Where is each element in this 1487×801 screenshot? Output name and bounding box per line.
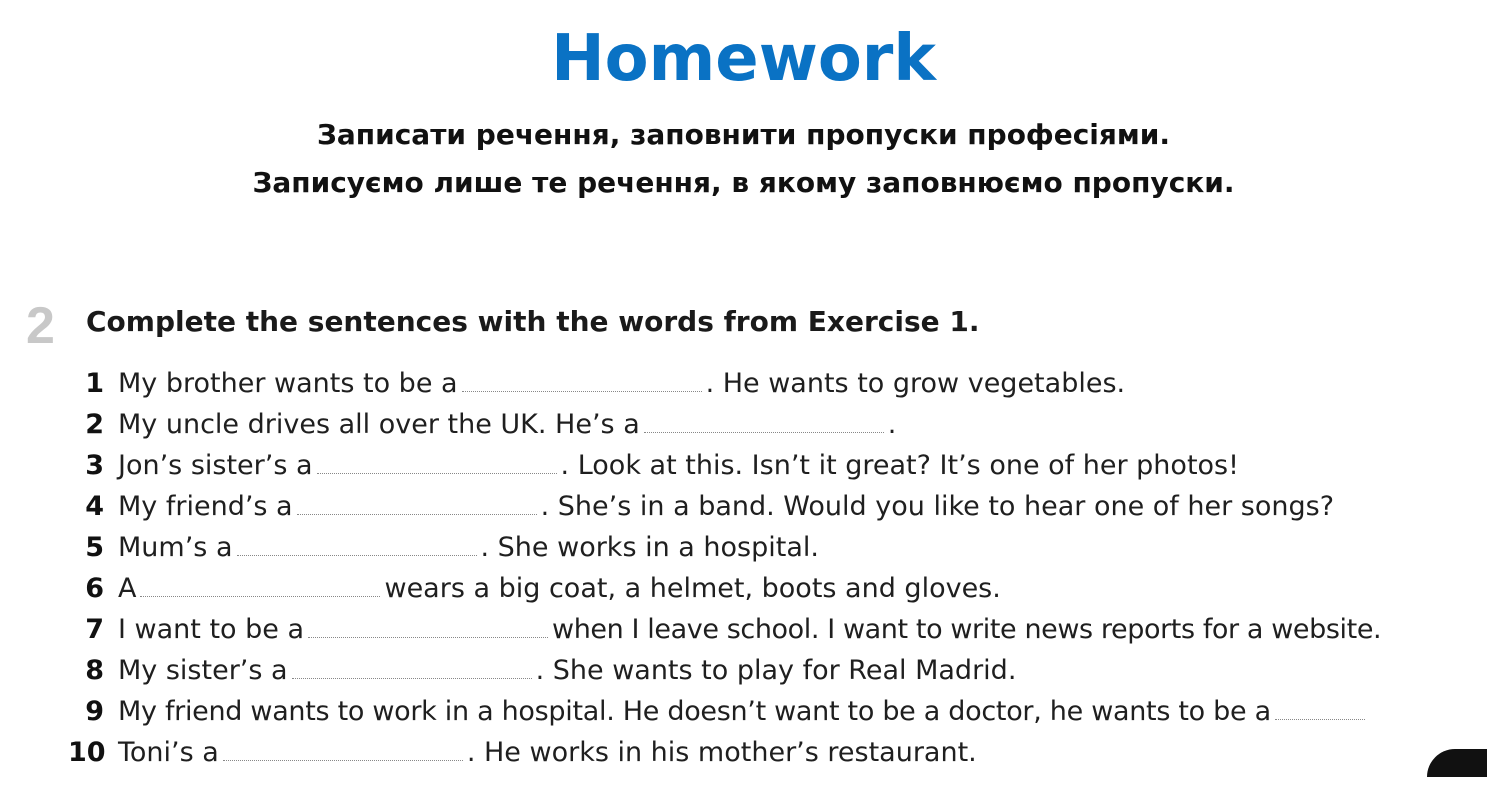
exercise-number: 2 <box>26 297 55 355</box>
item-number: 5 <box>85 532 104 563</box>
sentence-item <box>68 487 1334 527</box>
sentence-after: . She wants to play for Real Madrid. <box>535 655 1017 686</box>
sentence-item <box>68 405 896 445</box>
scan-blot <box>1427 749 1487 777</box>
instruction-line-2: Записуємо лише те речення, в якому заповнюємо пропуски. <box>252 166 1235 199</box>
sentence-item <box>68 651 1016 691</box>
item-number: 7 <box>85 614 104 645</box>
item-number: 6 <box>85 573 104 604</box>
item-number: 10 <box>68 737 106 768</box>
blank-field[interactable] <box>237 529 477 556</box>
sentence-before: My friend wants to work in a hospital. He doesn’t want to be a doctor, he wants to be a <box>118 696 1271 727</box>
blank-field[interactable] <box>297 488 537 515</box>
sentence-before: I want to be a <box>118 614 305 645</box>
sentence-item <box>68 446 1239 486</box>
item-number: 9 <box>85 696 104 727</box>
sentence-before: My sister’s a <box>118 655 288 686</box>
blank-field[interactable] <box>462 365 702 392</box>
blank-field[interactable] <box>140 570 380 597</box>
sentence-item <box>68 733 977 773</box>
blank-field[interactable] <box>317 447 557 474</box>
blank-field[interactable] <box>223 734 463 761</box>
blank-field[interactable] <box>308 611 548 638</box>
sentence-item <box>68 364 1125 404</box>
sentence-before: My brother wants to be a <box>118 368 458 399</box>
sentence-after: when I leave school. I want to write news reports for a website. <box>552 614 1382 645</box>
instruction-line-1: Записати речення, заповнити пропуски професіями. <box>316 118 1171 151</box>
sentence-before: Toni’s a <box>118 737 219 768</box>
sentence-item <box>68 610 1381 650</box>
sentence-after: . Look at this. Isn’t it great? It’s one of her photos! <box>560 450 1239 481</box>
sentence-after: . She’s in a band. Would you like to hear one of her songs? <box>540 491 1335 522</box>
sentence-before: My uncle drives all over the UK. He’s a <box>118 409 640 440</box>
sentence-after: . <box>887 409 897 440</box>
blank-field[interactable] <box>1275 693 1365 720</box>
sentence-item <box>68 569 1001 609</box>
item-number: 2 <box>85 409 104 440</box>
sentence-after: . She works in a hospital. <box>480 532 819 563</box>
homework-title: Homework <box>551 22 936 96</box>
item-number: 3 <box>85 450 104 481</box>
exercise-heading: Complete the sentences with the words from Exercise 1. <box>86 305 980 338</box>
blank-field[interactable] <box>292 652 532 679</box>
sentence-after: wears a big coat, a helmet, boots and gloves. <box>384 573 1001 604</box>
sentence-before: My friend’s a <box>118 491 293 522</box>
sentence-item <box>68 528 819 568</box>
item-number: 8 <box>85 655 104 686</box>
sentence-after: . He works in his mother’s restaurant. <box>466 737 977 768</box>
sentence-before: Jon’s sister’s a <box>118 450 313 481</box>
sentence-before: Mum’s a <box>118 532 233 563</box>
item-number: 4 <box>85 491 104 522</box>
sentence-after: . He wants to grow vegetables. <box>705 368 1126 399</box>
sentence-before: A <box>118 573 137 604</box>
sentence-item <box>68 692 1369 732</box>
item-number: 1 <box>85 368 104 399</box>
blank-field[interactable] <box>644 406 884 433</box>
